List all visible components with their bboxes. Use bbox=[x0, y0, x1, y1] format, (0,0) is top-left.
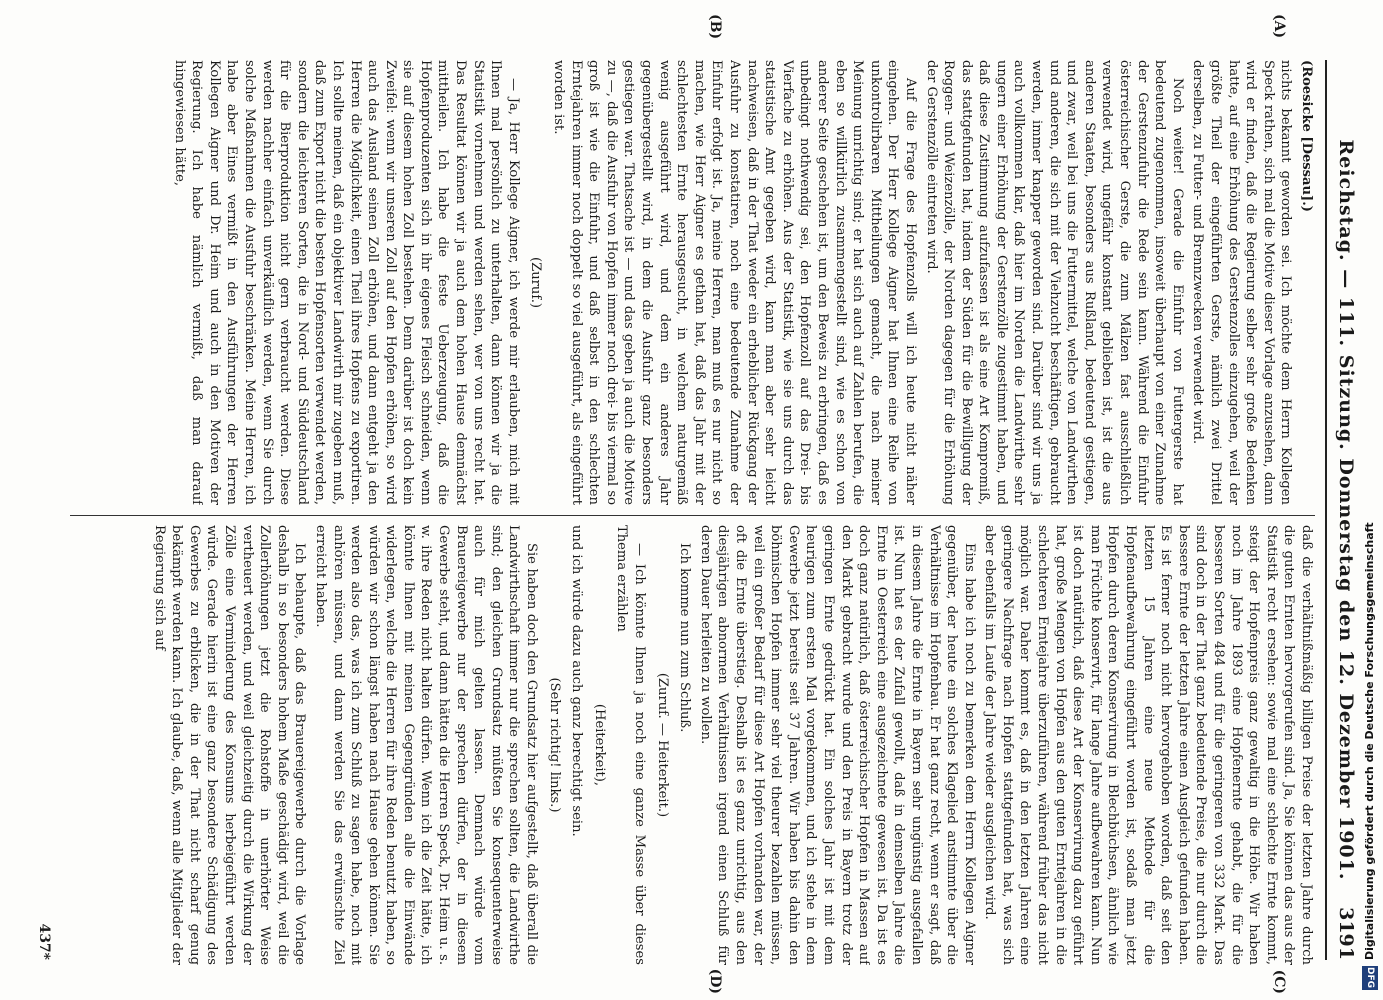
paragraph: Ich komme nun zum Schluß. bbox=[677, 543, 693, 733]
margin-marker-b: (B) bbox=[707, 14, 723, 40]
interjection: (Heiterkeit), bbox=[591, 703, 607, 787]
column-divider bbox=[70, 515, 1315, 516]
speaker-name: (Roesicke [Dessau].) bbox=[1299, 60, 1314, 212]
interjection: (Zuruf. — Heiterkeit.) bbox=[654, 672, 670, 818]
paragraph: Sie haben doch den Grundsatz hier aufgestellt, daß überall die Landwirthschaft immer nur die sprechen sollten, die Landwirthe sind; den gleichen Grundsatz müßten Sie konsequenterweise auch für mich gelten lassen. Demnach würde vom Brauereigewerbe nur der sprechen dürfen, der in diesem Gewerbe steht, und dann hätten die Herren Speck, Dr. Heim u. s. w. ihre Reden nicht halten dürfen. Wenn ich die Zeit hätte, ich könnte Ihnen mit meinen Gegengründen alle die Einwände widerlegen, welche die Herren für ihre Reden benutzt haben, so würden wir schon längst haben nach Hause gehen können. Sie werden also das, was ich zum Schluß zu sagen habe, noch mit anhören müssen, und dann werden Sie das erwünschte Ziel erreicht haben. bbox=[312, 525, 540, 965]
paragraph: und ich würde dazu auch ganz berechtigt sein. bbox=[569, 525, 585, 837]
paragraph: — Ich könnte Ihnen ja noch eine ganze Masse über dieses Thema erzählen bbox=[614, 525, 648, 965]
paragraph: Auf die Frage des Hopfenzolls will ich heute nicht näher eingehen. Der Herr Kollege Aigner hat Ihnen eine Reihe von unkontrolirbaren Mittheilungen gemacht, die nach meiner Meinung unrichtig sind; er hat sich auch auf Zahlen berufen, die eben so willkürlich zusammengestellt sind, wie es schon von anderer Seite geschehen ist, um den Beweis zu erbringen, daß es unbedingt nothwendig sei, den Hopfenzoll auf das Drei- bis Vierfache zu erhöhen. Aus der Statistik, wie sie uns durch das statistische Amt gegeben wird, kann man aber sehr leicht nachweisen, daß in der That weder ein erheblicher Rückgang der Ausfuhr zu konstatiren, noch eine bedeutende Zunahme der Einfuhr erfolgt ist. Ja, meine Herren, man muß es nur nicht so machen, wie Herr Aigner es gethan hat, daß das Jahr mit der schlechtesten Ernte herausgesucht, in welchem naturgemäß wenig ausgeführt wird, und dem ein anderes Jahr gegenübergestellt wird, in dem die Ausfuhr ganz besonders gestiegen war. Thatsache ist — und das geben ja auch die Motive zu —, daß die Ausfuhr von Hopfen immer noch drei- bis viermal so groß ist wie die Einfuhr, und daß selbst in den schlechten Erntejahren immer noch doppelt so viel ausgeführt, als eingeführt worden ist. bbox=[551, 60, 918, 505]
right-text-column bbox=[70, 525, 1315, 965]
interjection: (Zuruf.) bbox=[528, 257, 544, 308]
paragraph: daß die verhältnißmäßig billigen Preise der letzten Jahre durch die guten Ernten hervorgerufen sind. Ja, Sie können das aus der Statistik recht ersehen: sowie mal eine schlechte Ernte kommt, steigt der Hopfenpreis ganz gewaltig in die Höhe. Wir haben noch im Jahre 1893 eine Hopfenernte gehabt, die für die besseren Sorten 484 und für die geringeren von 332 Mark. Das sind doch in der That ganz bedeutende Preise, die nur durch die bessere Ernte der letzten Jahre einen Ausgleich gefunden haben. Es ist ferner noch nicht hervorgehoben worden, daß seit den letzten 15 Jahren eine neue Methode für die Hopfenaufbewahrung eingeführt worden ist, sodaß man jetzt Hopfen durch deren Konservirung in Blechbüchsen, ähnlich wie man Früchte konservirt, für lange Jahre aufbewahren kann. Nun ist doch natürlich, daß diese Art der Konservirung dazu geführt hat, große Mengen von Hopfen aus den guten Erntejahren in die schlechteren Erntejahre überzuführen, während früher das nicht möglich war. Daher kommt es, daß in den letzten Jahren eine geringere Nachfrage nach Hopfen stattgefunden hat, was sich aber ebenfalls im Laufe der Jahre wieder ausgleichen wird. bbox=[982, 525, 1314, 965]
paragraph: Ich behaupte, daß das Brauereigewerbe durch die Vorlage deshalb in so besonders hohem Maße geschädigt wird, weil die Zollerhöhungen jetzt die Rohstoffe in unerhörter Weise vertheuert werden, und weil gleichzeitig durch die Wirkung der Zölle eine Verminderung des Konsums herbeigeführt werden würde. Gerade hierin ist eine ganz besondere Schädigung des Gewerbes zu erblicken, die in der That nicht scharf genug bekämpft werden kann. Ich glaube, daß, wenn alle Mitglieder der Regierung sich auf bbox=[151, 525, 308, 965]
digitization-credit bbox=[1362, 20, 1378, 989]
paragraph: — Ja, Herr Kollege Aigner, ich werde mir erlauben, mich mit Ihnen mal persönlich zu unterhalten, dann können wir ja die Statistik vornehmen und werden sehen, wer von uns recht hat. Das Resultat können wir ja auch dem hohen Hause demnächst mittheilen. Ich habe die feste Ueberzeugung, daß die Hopfenproduzenten sich in ihr eigenes Fleisch schneiden, wenn sie auf diesem hohen Zoll bestehen. Denn darüber ist doch kein Zweifel: wenn wir unseren Zoll auf den Hopfen erhöhen, so wird auch das Ausland seinen Zoll erhöhen, und dann entgeht ja den Herren die Möglichkeit, einen Theil ihres Hopfens zu exportiren. Ich sollte meinen, daß ein objektiver Landwirth mir zugeben muß, daß zum Export nicht die besten Hopfensorten verwendet werden, sondern die leichteren Sorten, die in Nord- und Süddeutschland für die Bierproduktion nicht gern verbraucht werden. Diese werden nachher einfach unverkäuflich werden, wenn Sie durch solche Maßnahmen die Ausfuhr beschränken. Meine Herren, ich habe aber Eines vermißt in den Ausführungen der Herren Kollegen Aigner und Dr. Heim und auch in den Motiven der Regierung. Ich habe nämlich vermißt, daß man darauf hingewiesen hätte, bbox=[171, 60, 521, 505]
paragraph: Noch weiter! Gerade die Einfuhr von Futtergerste hat bedeutend zugenommen, insoweit überhaupt von einer Zunahme der Gerstenzufuhr die Rede sein kann. Während die Einfuhr österreichischer Gerste, die zum Mälzen fast ausschließlich verwendet wird, ungefähr konstant geblieben ist, ist die aus anderen Staaten, besonders aus Rußland, bedeutend gestiegen, und zwar, weil bei uns die Futtermittel, welche von Landwirthen und anderen, die sich mit der Viehzucht beschäftigen, gebraucht werden, immer knapper geworden sind. Darüber sind wir uns ja auch vollkommen klar, daß hier im Norden die Landwirthe sehr ungern einer Erhöhung der Gerstenzölle zugestimmt haben, und daß diese Zustimmung aufzufassen ist als eine Art Kompromiß, das stattgefunden hat, indem der Süden für die Bewilligung der Roggen- und Weizenzölle, der Norden dagegen für die Erhöhung der Gerstenzölle eintreten wird. bbox=[923, 60, 1185, 505]
interjection: (Sehr richtig! links.) bbox=[546, 677, 562, 813]
left-text-column bbox=[70, 60, 1315, 505]
paragraph: nichts bekannt geworden sei. Ich möchte dem Herrn Kollegen Speck rathen, sich mal die Motive dieser Vorlage anzusehen, dann wird er finden, daß die Regierung selber sehr große Bedenken hatte, auf eine Erhöhung des Gerstenzolles einzugehen, weil der größte Theil der eingeführten Gerste, nämlich zwei Drittel derselben, zu Futter- und Brennzwecken verwendet wird. bbox=[1190, 60, 1294, 505]
dfg-logo: DFG bbox=[1362, 966, 1378, 990]
page-header bbox=[1325, 60, 1361, 960]
page-title: Reichstag. — 111. Sitzung. Donnerstag den 12. Dezember 1901. bbox=[1335, 139, 1357, 881]
paragraph: Eins habe ich noch zu bemerken dem Herrn Kollegen Aigner gegenüber, der heute ein solches Klagelied anstimmte über die Verhältnisse im Hopfenbau. Er hat ganz recht, wenn er sagt, daß in diesem Jahre die Ernte in Bayern sehr ungünstig ausgefallen ist. Nun hat es der Zufall gewollt, daß in demselben Jahre die Ernte in Oesterreich eine ausgezeichnete gewesen ist. Da ist es doch ganz natürlich, daß österreichischer Hopfen in Massen auf den Markt gebracht wurde und den Preis in Bayern trotz der geringen Ernte gedrückt hat. Ein solches Jahr ist mit dem heurigen zum ersten Mal vorgekommen, und ich stehe in dem Gewerbe jetzt bereits seit 37 Jahren. Wir haben bis dahin den böhmischen Hopfen immer sehr viel theurer bezahlen müssen, weil ein großer Bedarf für diese Art Hopfen vorhanden war, der oft die Ernte überstieg. Deshalb ist es ganz unrichtig, aus den diesjährigen abnormen Verhältnissen irgend einen Schluß für deren Dauer herleiten zu wollen. bbox=[697, 525, 977, 965]
margin-marker-a: (A) bbox=[1271, 14, 1287, 39]
page-number: 3191 bbox=[1335, 907, 1357, 960]
signature-mark: 437* bbox=[36, 923, 52, 960]
credit-text: Digitalisierung gefördert durch die Deutsche Forschungsgemeinschaft bbox=[1363, 522, 1376, 960]
margin-marker-d: (D) bbox=[707, 968, 723, 994]
margin-marker-c: (C) bbox=[1271, 969, 1287, 994]
